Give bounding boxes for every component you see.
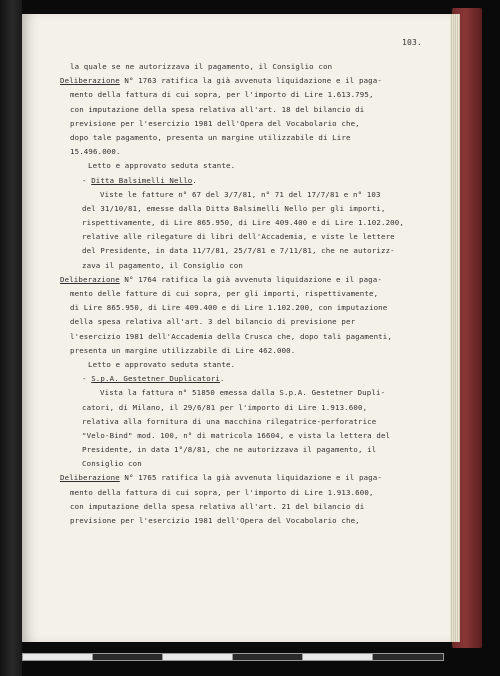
line-text: previsione per l'esercizio 1981 dell'Opera del Vocabolario che, — [70, 516, 360, 525]
text-line — [60, 315, 420, 329]
line-text: la quale se ne autorizzava il pagamento, il Consiglio con — [70, 62, 333, 71]
line-text: presenta un margine utilizzabile di Lire 462.000. — [70, 345, 296, 355]
text-line — [60, 273, 420, 287]
text-line — [60, 330, 420, 344]
line-text: mento della fattura di cui sopra, per l'importo di Lire 1.613.795, — [70, 90, 374, 100]
text-line — [60, 216, 420, 230]
text-line — [60, 429, 420, 443]
text-line — [60, 486, 420, 500]
text-line — [60, 287, 420, 301]
line-text: mento delle fatture di cui sopra, per gli importi, rispettivamente, — [70, 289, 379, 298]
scale-ruler — [22, 650, 462, 664]
line-text: Viste le fatture n° 67 del 3/7/81, n° 71 del 17/7/81 e n° 103 — [100, 189, 381, 199]
line-text: di Lire 865.950, di Lire 409.400 e di Lire 1.102.200, con imputazione — [70, 303, 388, 313]
ruler-segment — [302, 653, 374, 661]
line-text: 15.496.000. — [70, 147, 121, 157]
underlined-term: Deliberazione — [60, 274, 120, 284]
line-text: Vista la fattura n° 51850 emessa dalla S.p.A. Gestetner Dupli- — [100, 388, 386, 398]
line-text: - — [82, 374, 92, 384]
line-text: N° 1765 ratifica la già avvenuta liquidazione e il paga- — [119, 473, 382, 483]
ruler-segment — [162, 653, 234, 661]
text-line — [60, 188, 420, 202]
line-text: dopo tale pagamento, presenta un margine utilizzabile di Lire — [70, 132, 351, 142]
text-line — [60, 301, 420, 315]
text-line — [60, 372, 420, 386]
text-line — [60, 103, 420, 117]
line-punctuation: . — [192, 175, 198, 185]
text-line — [60, 159, 420, 173]
text-line — [60, 244, 420, 258]
line-text: rispettivamente, di Lire 865.950, di Lire 409.400 e di Lire 1.102.200, — [82, 218, 404, 228]
section-heading: S.p.A. Gestetner Duplicatori — [91, 374, 220, 384]
text-line — [60, 74, 420, 88]
text-line — [60, 344, 420, 358]
line-text: previsione per l'esercizio 1981 dell'Opera del Vocabolario che, — [70, 118, 360, 128]
underlined-term: Deliberazione — [60, 473, 120, 483]
text-line — [60, 386, 420, 400]
book-binding — [0, 0, 22, 676]
line-text: catori, di Milano, il 29/6/81 per l'importo di Lire 1.913.600, — [82, 402, 368, 412]
text-line — [60, 117, 420, 131]
page-number: 103. — [402, 38, 423, 47]
ruler-segment — [92, 653, 164, 661]
ruler-segment — [232, 653, 304, 661]
line-text: l'esercizio 1981 dell'Accademia della Crusca che, dopo tali pagamenti, — [70, 331, 392, 341]
line-text: Letto e approvato seduta stante. — [88, 359, 236, 369]
text-line — [60, 514, 420, 528]
text-line — [60, 457, 420, 471]
line-text: N° 1763 ratifica la già avvenuta liquidazione e il paga- — [119, 76, 382, 86]
underlined-term: Deliberazione — [60, 76, 120, 86]
line-text: zava il pagamento, il Consiglio con — [82, 260, 243, 270]
text-line — [60, 259, 420, 273]
line-text: relativa alla fornitura di una macchina rilegatrice-perforatrice — [82, 416, 377, 426]
line-text: del Presidente, in data 11/7/81, 25/7/81 e 7/11/81, che ne autorizz- — [82, 246, 395, 256]
text-line — [60, 443, 420, 457]
text-line — [60, 88, 420, 102]
line-text: del 31/10/81, emesse dalla Ditta Balsimelli Nello per gli importi, — [82, 203, 386, 213]
text-line — [60, 500, 420, 514]
text-line — [60, 131, 420, 145]
line-text: relative alle rilegature di libri dell'Accademia, e viste le lettere — [82, 232, 395, 242]
ruler-segment — [22, 653, 94, 661]
line-punctuation: . — [220, 374, 225, 384]
line-text: con imputazione della spesa relativa all'art. 18 del bilancio di — [70, 104, 365, 114]
text-line — [60, 60, 420, 74]
line-text: "Velo-Bind" mod. 100, n° di matricola 16604, e vista la lettera del — [82, 430, 391, 440]
body-text — [60, 60, 420, 528]
text-line — [60, 471, 420, 485]
line-text: mento della fattura di cui sopra, per l'importo di Lire 1.913.600, — [70, 487, 374, 497]
line-text: Presidente, in data 1°/8/81, che ne autorizzava il pagamento, il — [82, 445, 377, 455]
text-line — [60, 401, 420, 415]
line-text: - — [82, 175, 92, 185]
line-text: N° 1764 ratifica la già avvenuta liquidazione e il paga- — [119, 274, 382, 284]
text-line — [60, 415, 420, 429]
text-line — [60, 358, 420, 372]
text-line — [60, 174, 420, 188]
text-line — [60, 145, 420, 159]
line-text: della spesa relativa all'art. 3 del bilancio di previsione per — [70, 317, 356, 327]
line-text: Consiglio con — [82, 459, 142, 469]
line-text: Letto e approvato seduta stante. — [88, 161, 236, 171]
ruler-segment — [372, 653, 444, 661]
section-heading: Ditta Balsimelli Nello — [91, 175, 193, 185]
text-line — [60, 202, 420, 216]
line-text: con imputazione della spesa relativa all'art. 21 del bilancio di — [70, 501, 365, 511]
text-line — [60, 230, 420, 244]
